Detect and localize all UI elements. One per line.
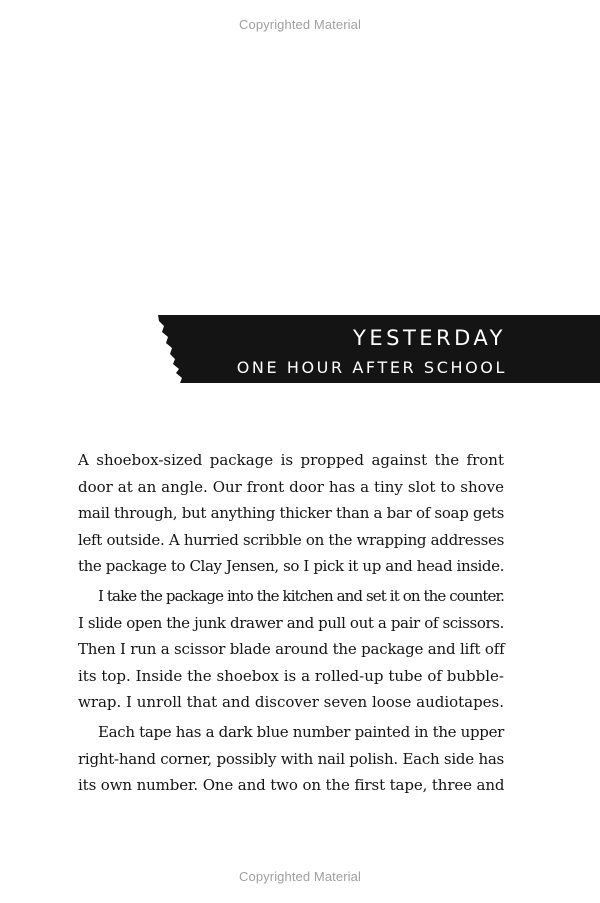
text-line: Each tape has a dark blue number painted in the upper [98,722,505,741]
paragraph [78,447,504,580]
text-line: I slide open the junk drawer and pull out a pair of scissors. [78,613,504,632]
copyright-watermark-top: Copyrighted Material [239,17,361,32]
paragraph [78,719,504,799]
paragraph [78,583,504,716]
text-line: its top. Inside the shoebox is a rolled-up tube of bubble- [78,666,504,685]
chapter-title: YESTERDAY [353,326,506,350]
chapter-subtitle: ONE HOUR AFTER SCHOOL [236,358,507,377]
text-line: I take the package into the kitchen and set it on the counter. [98,586,504,605]
chapter-body-text [78,447,504,799]
text-line: its own number. One and two on the first tape, three and [78,776,505,795]
chapter-banner [158,315,600,385]
text-line: door at an angle. Our front door has a tiny slot to shove [78,477,504,496]
text-line: mail through, but anything thicker than a bar of soap gets [78,504,505,523]
text-line: Then I run a scissor blade around the package and lift off [78,640,505,659]
text-line: left outside. A hurried scribble on the wrapping addresses [78,530,505,549]
text-line: the package to Clay Jensen, so I pick it up and head inside. [78,557,504,576]
text-line: right-hand corner, possibly with nail polish. Each side has [78,749,505,768]
copyright-watermark-bottom: Copyrighted Material [239,869,361,884]
text-line: A shoebox-sized package is propped against the front [78,451,504,469]
text-line: wrap. I unroll that and discover seven loose audiotapes. [78,693,505,712]
